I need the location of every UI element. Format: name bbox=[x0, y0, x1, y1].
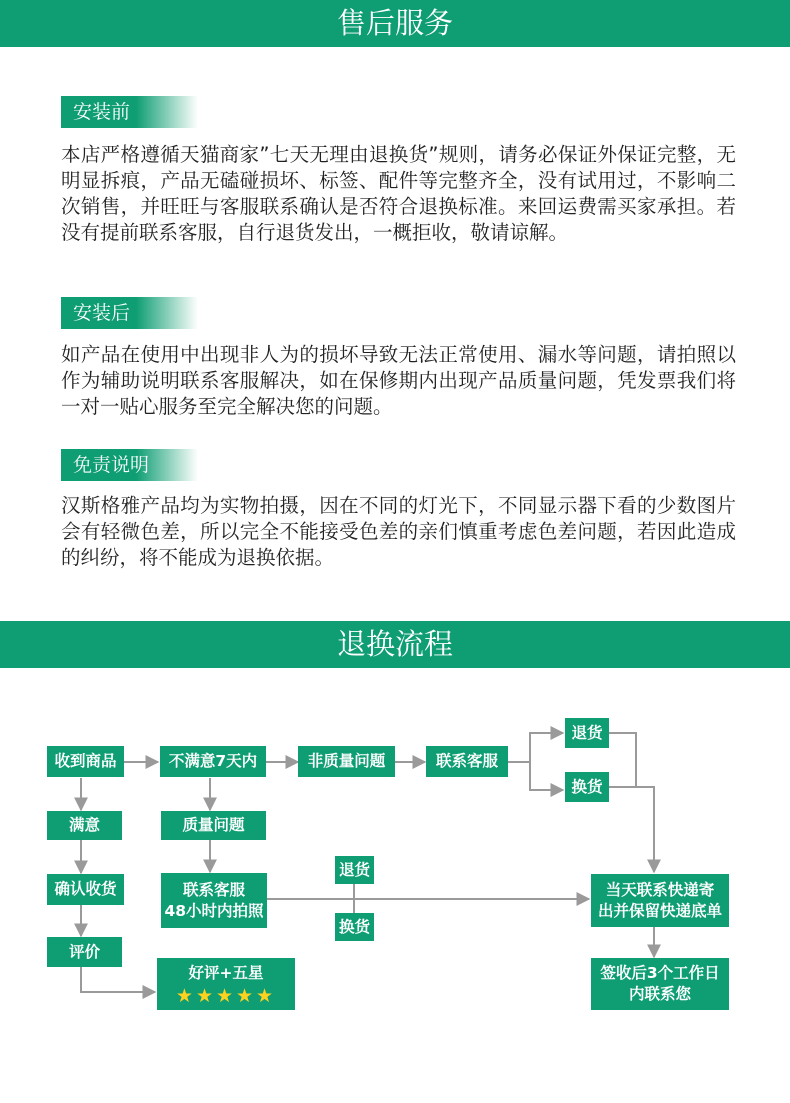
return-flow-banner: 退换流程 bbox=[0, 621, 790, 668]
flow-box-contact-48h bbox=[161, 873, 267, 928]
flow-box-exchange-mid-label: 换货 bbox=[338, 917, 370, 936]
flow-box-quality-issue bbox=[161, 811, 266, 840]
flow-box-confirm-receipt bbox=[47, 874, 124, 905]
flow-box-contact-48h-line1: 联系客服 bbox=[182, 880, 245, 899]
section-text-before-install: 本店严格遵循天猫商家”七天无理由退换货”规则，请务必保证外保证完整，无明显拆痕，产品无磕碰损坏、标签、配件等完整齐全，没有试用过，不影响二次销售，并旺旺与客服联系确认是否符合退换标准。来回运费需买家承担。若没有提前联系客服，自行退货发出，一概拒收，敬请谅解。 bbox=[61, 143, 736, 244]
flow-box-contact-after-sign bbox=[591, 958, 729, 1010]
flow-box-satisfied-label: 满意 bbox=[68, 816, 100, 834]
after-sales-banner: 售后服务 bbox=[0, 0, 790, 47]
flow-box-refund-mid-label: 退货 bbox=[338, 860, 370, 879]
section-text-disclaimer: 汉斯格雅产品均为实物拍摄，因在不同的灯光下，不同显示器下看的少数图片会有轻微色差，所以完全不能接受色差的亲们慎重考虑色差问题，若因此造成的纠纷，将不能成为退换依据。 bbox=[61, 494, 736, 569]
flow-box-exchange-mid bbox=[335, 913, 374, 941]
flow-box-refund-top-label: 退货 bbox=[571, 723, 603, 742]
flow-box-review bbox=[47, 937, 122, 967]
flow-box-non-quality-label: 非质量问题 bbox=[307, 752, 386, 770]
flow-box-confirm-receipt-label: 确认收货 bbox=[54, 880, 117, 898]
flow-box-contact-48h-line2: 48小时内拍照 bbox=[164, 901, 264, 920]
flow-box-unsatisfied-label: 不满意7天内 bbox=[168, 752, 258, 770]
flow-box-good-review-label: 好评+五星 bbox=[188, 963, 264, 982]
flow-box-contact-after-sign-line1: 签收后3个工作日 bbox=[600, 964, 720, 982]
flow-box-unsatisfied-7days bbox=[160, 746, 266, 777]
flow-box-review-label: 评价 bbox=[68, 942, 100, 961]
flow-box-exchange-top-label: 换货 bbox=[571, 777, 603, 796]
flow-box-ship-line1: 当天联系快递寄 bbox=[605, 880, 715, 899]
flow-box-ship-line2: 出并保留快递底单 bbox=[597, 901, 722, 920]
flow-box-contact-service bbox=[426, 746, 508, 777]
flow-box-non-quality bbox=[298, 746, 395, 777]
five-star-icons: ★★★★★ bbox=[175, 984, 277, 1007]
flow-box-contact-service-label: 联系客服 bbox=[435, 752, 498, 770]
flow-box-contact-after-sign-line2: 内联系您 bbox=[628, 985, 691, 1003]
section-text-after-install: 如产品在使用中出现非人为的损坏导致无法正常使用、漏水等问题，请拍照以作为辅助说明联系客服解决，如在保修期内出现产品质量问题，凭发票我们将一对一贴心服务至完全解决您的问题。 bbox=[61, 343, 736, 418]
flow-box-exchange-top bbox=[565, 772, 609, 802]
flow-box-refund-top bbox=[565, 718, 609, 748]
section-tag-after-install: 安装后 bbox=[61, 297, 198, 329]
flow-box-satisfied bbox=[47, 811, 122, 840]
flow-box-ship-same-day bbox=[591, 874, 729, 927]
section-tag-disclaimer: 免责说明 bbox=[61, 449, 198, 481]
flow-box-receive bbox=[47, 746, 124, 777]
flow-box-good-review bbox=[157, 958, 295, 1010]
section-tag-before-install: 安装前 bbox=[61, 96, 198, 128]
flow-box-receive-label: 收到商品 bbox=[54, 752, 117, 770]
flow-box-quality-issue-label: 质量问题 bbox=[182, 816, 245, 834]
flow-box-refund-mid bbox=[335, 856, 374, 884]
